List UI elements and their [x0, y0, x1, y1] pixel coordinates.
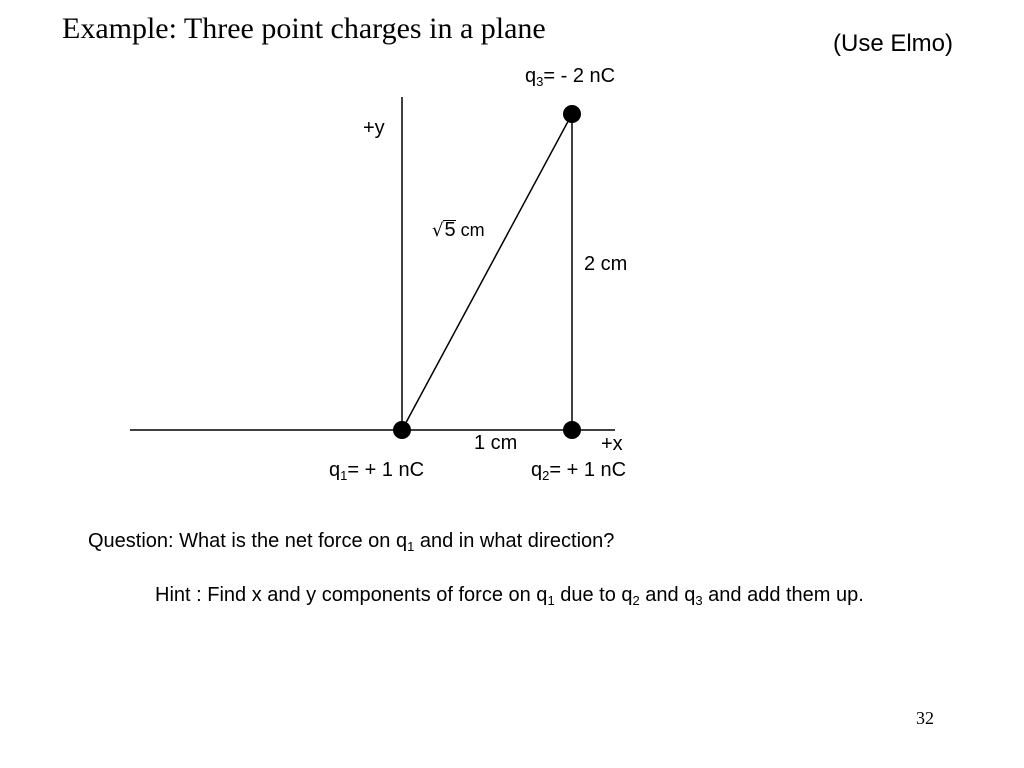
q1-subscript: 1 — [340, 468, 348, 483]
hypotenuse-line — [402, 114, 572, 430]
charge-q3-dot — [563, 105, 581, 123]
charge-q1-label — [329, 459, 424, 482]
use-elmo-note: (Use Elmo) — [833, 30, 954, 57]
q2-value: = + 1 nC — [549, 459, 627, 481]
sqrt-radicand: 5 — [444, 219, 456, 241]
x-axis-label: +x — [601, 433, 623, 455]
question-suffix: and in what direction? — [414, 530, 615, 552]
hint-sub-2: 2 — [632, 593, 640, 608]
hint-sub-3: 3 — [695, 593, 703, 608]
sqrt-icon: √ — [432, 220, 444, 241]
hint-part-1: Hint : Find x and y components of force on q — [155, 584, 548, 606]
q1-symbol: q — [329, 459, 341, 481]
hint-part-4: and add them up. — [702, 584, 864, 606]
charge-q1-dot — [393, 421, 411, 439]
hint-sub-1: 1 — [547, 593, 555, 608]
q2-symbol: q — [531, 459, 543, 481]
distance-q2-q3-label: 2 cm — [584, 253, 628, 275]
page-number: 32 — [916, 708, 934, 728]
charge-q3-label — [525, 65, 615, 88]
q3-subscript: 3 — [536, 74, 544, 89]
q3-value: = - 2 nC — [543, 65, 616, 87]
distance-unit: cm — [455, 220, 485, 240]
q3-symbol: q — [525, 65, 537, 87]
hint-part-3: and q — [639, 584, 696, 606]
distance-q1-q2-label: 1 cm — [474, 432, 518, 454]
question-subscript: 1 — [407, 539, 415, 554]
hint-text — [155, 581, 975, 610]
question-text — [88, 530, 614, 553]
y-axis-label: +y — [363, 117, 385, 139]
distance-q1-q3-label — [432, 219, 485, 242]
q2-subscript: 2 — [542, 468, 550, 483]
charge-q2-label — [531, 459, 626, 482]
q1-value: = + 1 nC — [347, 459, 425, 481]
question-prefix: Question: What is the net force on q — [88, 530, 408, 552]
hint-part-2: due to q — [554, 584, 633, 606]
slide-title: Example: Three point charges in a plane — [62, 12, 546, 45]
charge-q2-dot — [563, 421, 581, 439]
